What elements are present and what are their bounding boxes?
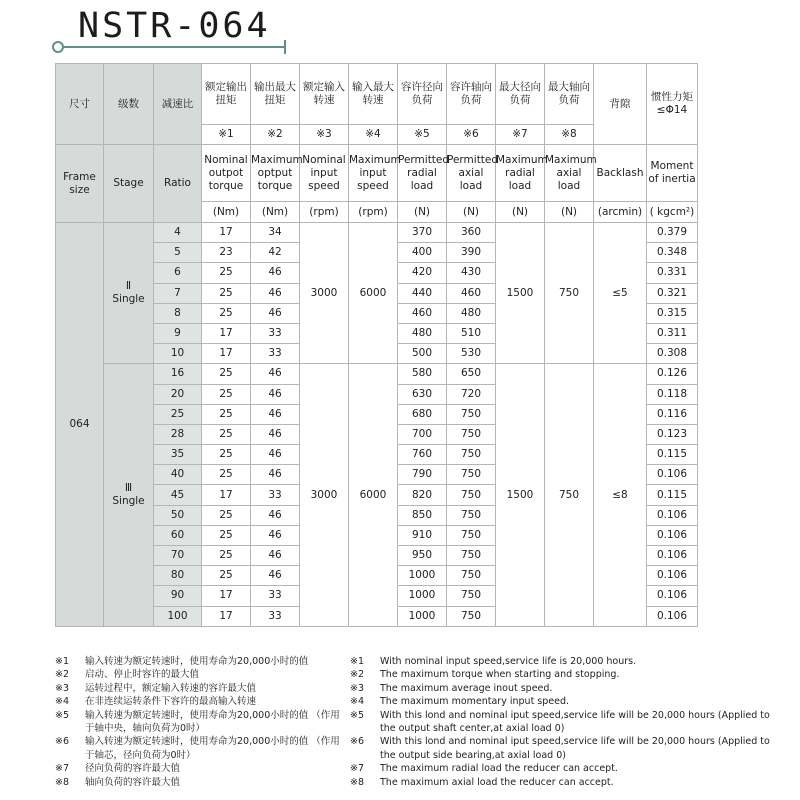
note-text: 轴向负荷的容许最大值 bbox=[85, 776, 181, 788]
note-text: 输入转速为额定转速时，使用寿命为20,000小时的值 （作用于轴芯，径向负荷为0时） bbox=[85, 736, 340, 761]
inertia-cell: 0.308 bbox=[647, 344, 698, 364]
note-item bbox=[55, 668, 345, 681]
table-row bbox=[56, 223, 698, 243]
ratio-cell: 25 bbox=[154, 404, 202, 424]
maxtorque-header-cn: 输出最大扭矩 bbox=[251, 64, 300, 125]
axial-load-cell: 750 bbox=[447, 505, 496, 525]
spec-table bbox=[55, 63, 698, 627]
nominal-torque-cell: 25 bbox=[202, 445, 251, 465]
radial-note-mark: ※5 bbox=[398, 125, 447, 145]
ratio-cell: 60 bbox=[154, 525, 202, 545]
radial-load-cell: 790 bbox=[398, 465, 447, 485]
axial-load-cell: 750 bbox=[447, 586, 496, 606]
title-dot-ornament bbox=[52, 41, 64, 53]
max-radial-load-cell: 1500 bbox=[496, 364, 545, 626]
max-torque-cell: 42 bbox=[251, 243, 300, 263]
notes-chinese bbox=[55, 655, 345, 789]
backlash-cell: ≤8 bbox=[594, 364, 647, 626]
inertia-cell: 0.106 bbox=[647, 586, 698, 606]
torque-header-en: Nominal outpot torque bbox=[202, 145, 251, 202]
title-tick-ornament bbox=[284, 40, 286, 54]
axial-load-cell: 750 bbox=[447, 525, 496, 545]
maxspeed-header-en: Maximum input speed bbox=[349, 145, 398, 202]
stage-label: Single bbox=[112, 293, 145, 306]
radial-unit: (N) bbox=[398, 202, 447, 223]
torque-unit: (Nm) bbox=[202, 202, 251, 223]
radial-header-cn: 容许径向负荷 bbox=[398, 64, 447, 125]
max-torque-cell: 46 bbox=[251, 283, 300, 303]
note-item bbox=[350, 695, 770, 708]
axial-load-cell: 720 bbox=[447, 384, 496, 404]
note-item bbox=[55, 709, 345, 736]
radial-load-cell: 440 bbox=[398, 283, 447, 303]
note-mark: ※6 bbox=[55, 736, 70, 748]
note-text: 运转过程中，额定输入转速的容许最大值 bbox=[85, 682, 257, 694]
ratio-cell: 90 bbox=[154, 586, 202, 606]
nominal-torque-cell: 25 bbox=[202, 384, 251, 404]
inertia-cell: 0.348 bbox=[647, 243, 698, 263]
ratio-header-en: Ratio bbox=[154, 145, 202, 223]
axial-load-cell: 750 bbox=[447, 546, 496, 566]
note-item bbox=[55, 735, 345, 762]
axial-header-cn: 容许轴向负荷 bbox=[447, 64, 496, 125]
note-item bbox=[350, 762, 770, 775]
radial-load-cell: 950 bbox=[398, 546, 447, 566]
ratio-cell: 6 bbox=[154, 263, 202, 283]
inertia-cell: 0.106 bbox=[647, 465, 698, 485]
note-mark: ※7 bbox=[55, 763, 70, 775]
backlash-cell: ≤5 bbox=[594, 223, 647, 364]
note-mark: ※4 bbox=[55, 696, 70, 708]
axial-load-cell: 750 bbox=[447, 485, 496, 505]
nominal-torque-cell: 25 bbox=[202, 525, 251, 545]
notes-english bbox=[350, 655, 770, 789]
axial-load-cell: 650 bbox=[447, 364, 496, 384]
note-item bbox=[350, 682, 770, 695]
note-item bbox=[55, 776, 345, 789]
note-mark: ※4 bbox=[350, 696, 365, 708]
inertia-cell: 0.315 bbox=[647, 303, 698, 323]
title-underline bbox=[58, 46, 286, 48]
nominal-torque-cell: 25 bbox=[202, 404, 251, 424]
max-torque-cell: 46 bbox=[251, 364, 300, 384]
inertia-cell: 0.116 bbox=[647, 404, 698, 424]
maxradial-unit: (N) bbox=[496, 202, 545, 223]
note-text: 在非连续运转条件下容许的最高输入转速 bbox=[85, 696, 257, 708]
inertia-cell: 0.106 bbox=[647, 505, 698, 525]
radial-load-cell: 910 bbox=[398, 525, 447, 545]
note-item bbox=[55, 762, 345, 775]
radial-load-cell: 420 bbox=[398, 263, 447, 283]
nominal-torque-cell: 25 bbox=[202, 263, 251, 283]
nominal-torque-cell: 25 bbox=[202, 546, 251, 566]
max-axial-load-cell: 750 bbox=[545, 364, 594, 626]
stage-roman: Ⅲ bbox=[124, 482, 133, 495]
max-torque-cell: 46 bbox=[251, 384, 300, 404]
torque-note-mark: ※1 bbox=[202, 125, 251, 145]
ratio-cell: 7 bbox=[154, 283, 202, 303]
inertia-cell: 0.123 bbox=[647, 424, 698, 444]
ratio-cell: 10 bbox=[154, 344, 202, 364]
inspeed-header-en: Nominal input speed bbox=[300, 145, 349, 202]
axial-load-cell: 510 bbox=[447, 323, 496, 343]
inertia-cell: 0.118 bbox=[647, 384, 698, 404]
max-torque-cell: 46 bbox=[251, 465, 300, 485]
note-text: The maximum torque when starting and stopping. bbox=[380, 669, 620, 681]
nominal-torque-cell: 23 bbox=[202, 243, 251, 263]
axial-load-cell: 430 bbox=[447, 263, 496, 283]
ratio-cell: 28 bbox=[154, 424, 202, 444]
note-text: 径向负荷的容许最大值 bbox=[85, 763, 181, 775]
note-mark: ※3 bbox=[350, 682, 365, 694]
inertia-cell: 0.106 bbox=[647, 566, 698, 586]
radial-load-cell: 500 bbox=[398, 344, 447, 364]
ratio-cell: 16 bbox=[154, 364, 202, 384]
radial-load-cell: 1000 bbox=[398, 566, 447, 586]
inertia-cell: 0.321 bbox=[647, 283, 698, 303]
table-row bbox=[56, 364, 698, 384]
max-torque-cell: 33 bbox=[251, 606, 300, 626]
torque-header-cn: 额定输出扭矩 bbox=[202, 64, 251, 125]
note-item bbox=[350, 655, 770, 668]
stage-roman: Ⅱ bbox=[125, 280, 132, 293]
note-text: The maximum average inout speed. bbox=[380, 682, 553, 694]
note-mark: ※1 bbox=[350, 656, 365, 667]
note-text: With nominal input speed,service life is 20,000 hours. bbox=[380, 656, 637, 667]
page-title: NSTR-064 bbox=[78, 6, 271, 46]
nominal-torque-cell: 17 bbox=[202, 586, 251, 606]
max-radial-load-cell: 1500 bbox=[496, 223, 545, 364]
radial-load-cell: 480 bbox=[398, 323, 447, 343]
note-mark: ※5 bbox=[350, 709, 365, 721]
note-mark: ※3 bbox=[55, 682, 70, 694]
axial-load-cell: 750 bbox=[447, 404, 496, 424]
note-item bbox=[350, 735, 770, 762]
backlash-unit: (arcmin) bbox=[594, 202, 647, 223]
note-mark: ※1 bbox=[55, 656, 70, 667]
input-speed-cell: 3000 bbox=[300, 223, 349, 364]
stage-header-cn: 级数 bbox=[104, 64, 154, 145]
ratio-cell: 20 bbox=[154, 384, 202, 404]
ratio-cell: 100 bbox=[154, 606, 202, 626]
inertia-cell: 0.106 bbox=[647, 606, 698, 626]
axial-load-cell: 460 bbox=[447, 283, 496, 303]
note-text: With this lond and nominal iput speed,service life will be 20,000 hours (Applied to the output side bearing,at axial load 0) bbox=[380, 736, 770, 761]
note-item bbox=[55, 695, 345, 708]
max-torque-cell: 33 bbox=[251, 586, 300, 606]
max-torque-cell: 46 bbox=[251, 404, 300, 424]
nominal-torque-cell: 17 bbox=[202, 606, 251, 626]
max-torque-cell: 34 bbox=[251, 223, 300, 243]
note-mark: ※6 bbox=[350, 736, 365, 748]
ratio-cell: 4 bbox=[154, 223, 202, 243]
max-torque-cell: 46 bbox=[251, 263, 300, 283]
note-text: The maximum axial load the reducer can accept. bbox=[380, 776, 614, 788]
max-torque-cell: 46 bbox=[251, 445, 300, 465]
nominal-torque-cell: 25 bbox=[202, 364, 251, 384]
nominal-torque-cell: 17 bbox=[202, 485, 251, 505]
inertia-cell: 0.106 bbox=[647, 546, 698, 566]
radial-header-en: Permitted radial load bbox=[398, 145, 447, 202]
nominal-torque-cell: 25 bbox=[202, 424, 251, 444]
backlash-header-en: Backlash bbox=[594, 145, 647, 202]
stage-cell bbox=[104, 364, 154, 626]
nominal-torque-cell: 25 bbox=[202, 566, 251, 586]
maxradial-header-en: Maximum radial load bbox=[496, 145, 545, 202]
radial-load-cell: 680 bbox=[398, 404, 447, 424]
inertia-header-en: Moment of inertia bbox=[647, 145, 698, 202]
ratio-cell: 45 bbox=[154, 485, 202, 505]
maxaxial-unit: (N) bbox=[545, 202, 594, 223]
note-mark: ※8 bbox=[55, 776, 70, 788]
axial-load-cell: 750 bbox=[447, 465, 496, 485]
note-text: 启动、停止时容许的最大值 bbox=[85, 669, 200, 681]
frame-header-en: Frame size bbox=[56, 145, 104, 223]
radial-load-cell: 760 bbox=[398, 445, 447, 465]
radial-load-cell: 820 bbox=[398, 485, 447, 505]
ratio-header-cn: 减速比 bbox=[154, 64, 202, 145]
maxspeed-unit: (rpm) bbox=[349, 202, 398, 223]
max-torque-cell: 46 bbox=[251, 566, 300, 586]
inertia-cell: 0.331 bbox=[647, 263, 698, 283]
maxspeed-header-cn: 输入最大转速 bbox=[349, 64, 398, 125]
note-item bbox=[350, 776, 770, 789]
max-torque-cell: 46 bbox=[251, 546, 300, 566]
inertia-cell: 0.115 bbox=[647, 445, 698, 465]
ratio-cell: 35 bbox=[154, 445, 202, 465]
radial-load-cell: 1000 bbox=[398, 606, 447, 626]
ratio-cell: 50 bbox=[154, 505, 202, 525]
ratio-cell: 70 bbox=[154, 546, 202, 566]
note-text: With this lond and nominal iput speed,service life will be 20,000 hours (Applied to the output shaft center,at axial load 0) bbox=[380, 709, 770, 735]
axial-header-en: Permitted axial load bbox=[447, 145, 496, 202]
nominal-torque-cell: 25 bbox=[202, 283, 251, 303]
input-speed-cell: 3000 bbox=[300, 364, 349, 626]
note-text: The maximum momentary input speed. bbox=[380, 696, 570, 708]
maxspeed-note-mark: ※4 bbox=[349, 125, 398, 145]
ratio-cell: 40 bbox=[154, 465, 202, 485]
axial-load-cell: 530 bbox=[447, 344, 496, 364]
axial-load-cell: 360 bbox=[447, 223, 496, 243]
axial-note-mark: ※6 bbox=[447, 125, 496, 145]
backlash-header-cn: 背隙 bbox=[594, 64, 647, 145]
inspeed-note-mark: ※3 bbox=[300, 125, 349, 145]
max-input-speed-cell: 6000 bbox=[349, 364, 398, 626]
nominal-torque-cell: 17 bbox=[202, 323, 251, 343]
maxtorque-note-mark: ※2 bbox=[251, 125, 300, 145]
note-item bbox=[350, 709, 770, 736]
max-torque-cell: 33 bbox=[251, 485, 300, 505]
ratio-cell: 80 bbox=[154, 566, 202, 586]
maxtorque-header-en: Maximum optput torque bbox=[251, 145, 300, 202]
max-torque-cell: 46 bbox=[251, 424, 300, 444]
note-text: 输入转速为额定转速时，使用寿命为20,000小时的值 bbox=[85, 656, 309, 667]
axial-load-cell: 750 bbox=[447, 566, 496, 586]
stage-header-en: Stage bbox=[104, 145, 154, 223]
radial-load-cell: 580 bbox=[398, 364, 447, 384]
maxtorque-unit: (Nm) bbox=[251, 202, 300, 223]
nominal-torque-cell: 25 bbox=[202, 465, 251, 485]
max-torque-cell: 33 bbox=[251, 344, 300, 364]
note-text: 输入转速为额定转速时，使用寿命为20,000小时的值 （作用于轴中央，轴向负荷为0时） bbox=[85, 709, 340, 735]
max-torque-cell: 46 bbox=[251, 525, 300, 545]
maxaxial-header-cn: 最大轴向负荷 bbox=[545, 64, 594, 125]
inertia-header-cn: 惯性力矩 ≤Φ14 bbox=[647, 64, 698, 145]
nominal-torque-cell: 17 bbox=[202, 344, 251, 364]
stage-label: Single bbox=[112, 495, 145, 508]
axial-load-cell: 480 bbox=[447, 303, 496, 323]
frame-size-cell: 064 bbox=[56, 223, 104, 627]
stage-cell bbox=[104, 223, 154, 364]
note-mark: ※5 bbox=[55, 709, 70, 721]
inertia-cell: 0.126 bbox=[647, 364, 698, 384]
maxaxial-header-en: Maximum axial load bbox=[545, 145, 594, 202]
maxradial-header-cn: 最大径向负荷 bbox=[496, 64, 545, 125]
radial-load-cell: 700 bbox=[398, 424, 447, 444]
note-mark: ※8 bbox=[350, 776, 365, 788]
radial-load-cell: 370 bbox=[398, 223, 447, 243]
max-input-speed-cell: 6000 bbox=[349, 223, 398, 364]
nominal-torque-cell: 17 bbox=[202, 223, 251, 243]
radial-load-cell: 1000 bbox=[398, 586, 447, 606]
frame-header-cn: 尺寸 bbox=[56, 64, 104, 145]
maxaxial-note-mark: ※8 bbox=[545, 125, 594, 145]
radial-load-cell: 460 bbox=[398, 303, 447, 323]
maxradial-note-mark: ※7 bbox=[496, 125, 545, 145]
note-mark: ※2 bbox=[350, 669, 365, 681]
ratio-cell: 8 bbox=[154, 303, 202, 323]
ratio-cell: 5 bbox=[154, 243, 202, 263]
max-axial-load-cell: 750 bbox=[545, 223, 594, 364]
axial-unit: (N) bbox=[447, 202, 496, 223]
max-torque-cell: 46 bbox=[251, 505, 300, 525]
inertia-unit: ( kgcm²) bbox=[647, 202, 698, 223]
nominal-torque-cell: 25 bbox=[202, 303, 251, 323]
inspeed-unit: (rpm) bbox=[300, 202, 349, 223]
note-item bbox=[55, 682, 345, 695]
axial-load-cell: 750 bbox=[447, 445, 496, 465]
axial-load-cell: 750 bbox=[447, 424, 496, 444]
inertia-cell: 0.311 bbox=[647, 323, 698, 343]
max-torque-cell: 33 bbox=[251, 323, 300, 343]
note-item bbox=[55, 655, 345, 668]
nominal-torque-cell: 25 bbox=[202, 505, 251, 525]
inertia-cell: 0.106 bbox=[647, 525, 698, 545]
note-mark: ※7 bbox=[350, 763, 365, 775]
radial-load-cell: 400 bbox=[398, 243, 447, 263]
inertia-cell: 0.379 bbox=[647, 223, 698, 243]
radial-load-cell: 850 bbox=[398, 505, 447, 525]
axial-load-cell: 750 bbox=[447, 606, 496, 626]
radial-load-cell: 630 bbox=[398, 384, 447, 404]
axial-load-cell: 390 bbox=[447, 243, 496, 263]
inertia-cell: 0.115 bbox=[647, 485, 698, 505]
note-text: The maximum radial load the reducer can accept. bbox=[380, 763, 618, 775]
max-torque-cell: 46 bbox=[251, 303, 300, 323]
ratio-cell: 9 bbox=[154, 323, 202, 343]
inspeed-header-cn: 额定输入转速 bbox=[300, 64, 349, 125]
note-mark: ※2 bbox=[55, 669, 70, 681]
note-item bbox=[350, 668, 770, 681]
